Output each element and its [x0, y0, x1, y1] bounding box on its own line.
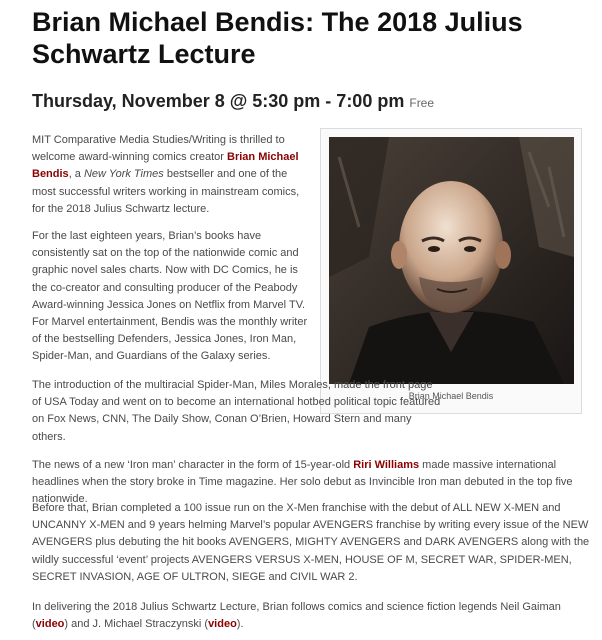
- lecture-text-3: ).: [236, 618, 244, 631]
- intro-text-1: MIT Comparative Media Studies/Writing is thrilled to welcome award-winning comics creator: [32, 134, 285, 164]
- intro-paragraph: [32, 132, 308, 218]
- ironman-text-2: made massive international headlines when the story broke in Time magazine. Her solo debut as Invincible Iron man debuted in the top five nationwide.: [32, 459, 573, 506]
- career-paragraph: For the last eighteen years, Brian’s books have consistently sat on the top of the nationwide comic and graphic novel sales charts. Now with DC Comics, he is the co-creator and consulting producer of the Peabody Award-winning Jessica Jones on Netflix from Marvel TV. For Marvel entertainment, Bendis was the monthly writer of the bestselling Defenders, Jessica Jones, Iron Man, Spider-Man, and Guardians of the Galaxy series.: [32, 230, 308, 363]
- event-datetime: [32, 91, 592, 112]
- page-title: Brian Michael Bendis: The 2018 Julius Schwartz Lecture: [32, 7, 523, 69]
- figure-caption: Brian Michael Bendis: [408, 391, 494, 401]
- intro-text-3: bestseller and one of the most successful writers working in mainstream comics, for the 2018 Julius Schwartz lecture.: [32, 168, 300, 215]
- nyt-text: New York Times: [83, 168, 164, 181]
- riri-williams-link[interactable]: Riri Williams: [353, 459, 420, 471]
- event-date-time: Thursday, November 8 @ 5:30 pm - 7:00 pm: [32, 91, 405, 111]
- gaiman-video-link[interactable]: video: [35, 618, 65, 631]
- bendis-link[interactable]: Brian Michael Bendis: [32, 151, 299, 181]
- lecture-text-2: ) and J. Michael Straczynski (: [64, 618, 209, 631]
- intro-text-2: , a: [68, 168, 84, 181]
- portrait-photo: [329, 137, 574, 384]
- lecture-text-1: In delivering the 2018 Julius Schwartz Lecture, Brian follows comics and science fiction legends Neil Gaiman (: [32, 601, 561, 631]
- xmen-paragraph: Before that, Brian completed a 100 issue run on the X-Men franchise with the debut of ALL NEW X-MEN and UNCANNY X-MEN and 9 years helming Marvel’s popular AVENGERS franchise by writing every issue of the NEW AVENGERS plus debuting the hit books AVENGERS, MIGHTY AVENGERS and DARK AVENGERS along with the wildly successful ‘event’ projects AVENGERS VERSUS X-MEN, HOUSE OF M, SECRET WAR, SPIDER-MEN, SECRET INVASION, AGE OF ULTRON, SIEGE and CIVIL WAR 2.: [32, 502, 590, 583]
- ironman-text-1: The news of a new ‘Iron man’ character in the form of 15-year-old: [32, 459, 354, 471]
- portrait-figure: [320, 128, 582, 414]
- lecture-paragraph: [32, 599, 592, 633]
- event-price: Free: [409, 96, 435, 110]
- straczynski-video-link[interactable]: video: [208, 618, 237, 631]
- spiderman-paragraph: The introduction of the multiracial Spider-Man, Miles Morales, made the front page of USA Today and went on to become an international hotbed political topic featured on Fox News, CNN, The Daily Show, Conan O’Brien, Howard Stern and many others.: [32, 379, 441, 443]
